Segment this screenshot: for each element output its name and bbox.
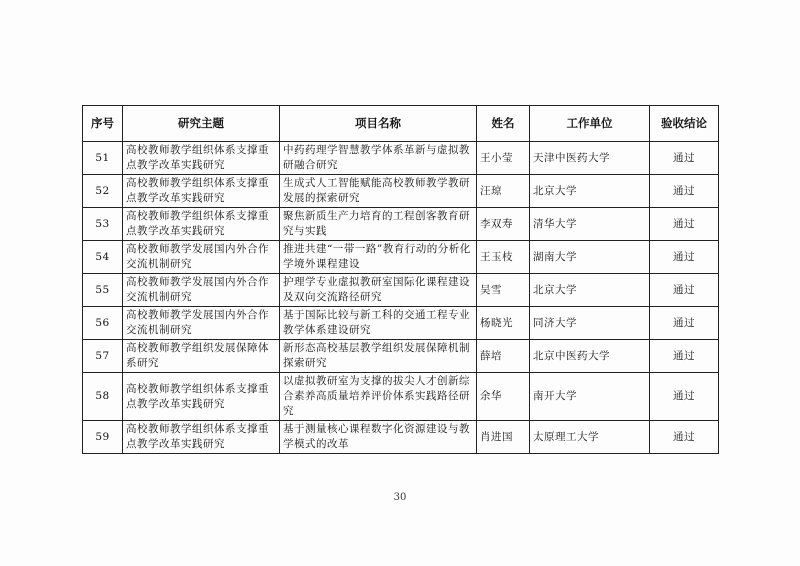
row-topic: 高校教师教学发展国内外合作交流机制研究 — [123, 307, 280, 340]
row-project-name: 护理学专业虚拟教研室国际化课程建设及双向交流路径研究 — [280, 274, 477, 307]
row-no: 55 — [83, 274, 123, 307]
table-row — [83, 175, 719, 208]
table-row — [83, 421, 719, 454]
row-no: 51 — [83, 142, 123, 175]
row-no: 53 — [83, 208, 123, 241]
header-result: 验收结论 — [650, 106, 719, 142]
row-result: 通过 — [650, 340, 719, 373]
row-project-name: 新形态高校基层教学组织发展保障机制探索研究 — [280, 340, 477, 373]
row-topic: 高校教师教学组织发展保障体系研究 — [123, 340, 280, 373]
row-unit: 北京大学 — [530, 274, 650, 307]
table-row — [83, 373, 719, 421]
row-person: 王玉枝 — [477, 241, 530, 274]
table-row — [83, 241, 719, 274]
row-project-name: 推进共建“一带一路”教育行动的分析化学境外课程建设 — [280, 241, 477, 274]
row-unit: 同济大学 — [530, 307, 650, 340]
row-no: 59 — [83, 421, 123, 454]
row-project-name: 基于国际比较与新工科的交通工程专业教学体系建设研究 — [280, 307, 477, 340]
row-person: 李双寿 — [477, 208, 530, 241]
header-project-name: 项目名称 — [280, 106, 477, 142]
table-row — [83, 208, 719, 241]
row-unit: 南开大学 — [530, 373, 650, 421]
row-person: 肖进国 — [477, 421, 530, 454]
row-topic: 高校教师教学组织体系支撑重点教学改革实践研究 — [123, 208, 280, 241]
row-topic: 高校教师教学组织体系支撑重点教学改革实践研究 — [123, 175, 280, 208]
row-topic: 高校教师教学组织体系支撑重点教学改革实践研究 — [123, 373, 280, 421]
row-person: 吴雪 — [477, 274, 530, 307]
row-result: 通过 — [650, 307, 719, 340]
row-no: 56 — [83, 307, 123, 340]
row-unit: 清华大学 — [530, 208, 650, 241]
table-row — [83, 274, 719, 307]
row-project-name: 基于测量核心课程数字化资源建设与教学模式的改革 — [280, 421, 477, 454]
row-project-name: 中药药理学智慧教学体系革新与虚拟教研融合研究 — [280, 142, 477, 175]
row-no: 54 — [83, 241, 123, 274]
row-person: 杨晓光 — [477, 307, 530, 340]
row-no: 52 — [83, 175, 123, 208]
row-topic: 高校教师教学组织体系支撑重点教学改革实践研究 — [123, 421, 280, 454]
row-result: 通过 — [650, 421, 719, 454]
row-unit: 湖南大学 — [530, 241, 650, 274]
row-unit: 天津中医药大学 — [530, 142, 650, 175]
row-project-name: 以虚拟教研室为支撑的拔尖人才创新综合素养高质量培养评价体系实践路径研究 — [280, 373, 477, 421]
row-result: 通过 — [650, 274, 719, 307]
acceptance-results-table — [82, 105, 719, 454]
header-unit: 工作单位 — [530, 106, 650, 142]
row-person: 薛培 — [477, 340, 530, 373]
header-person: 姓名 — [477, 106, 530, 142]
row-result: 通过 — [650, 373, 719, 421]
header-topic: 研究主题 — [123, 106, 280, 142]
row-project-name: 生成式人工智能赋能高校教师教学教研发展的探索研究 — [280, 175, 477, 208]
row-topic: 高校教师教学组织体系支撑重点教学改革实践研究 — [123, 142, 280, 175]
table-row — [83, 340, 719, 373]
row-project-name: 聚焦新质生产力培育的工程创客教育研究与实践 — [280, 208, 477, 241]
row-no: 58 — [83, 373, 123, 421]
row-unit: 太原理工大学 — [530, 421, 650, 454]
row-topic: 高校教师教学发展国内外合作交流机制研究 — [123, 274, 280, 307]
table-row — [83, 307, 719, 340]
row-person: 王小莹 — [477, 142, 530, 175]
row-person: 余华 — [477, 373, 530, 421]
table-row — [83, 142, 719, 175]
row-no: 57 — [83, 340, 123, 373]
row-result: 通过 — [650, 241, 719, 274]
table-header-row — [83, 106, 719, 142]
row-result: 通过 — [650, 175, 719, 208]
row-unit: 北京大学 — [530, 175, 650, 208]
row-result: 通过 — [650, 142, 719, 175]
row-person: 汪琼 — [477, 175, 530, 208]
page-number: 30 — [393, 492, 407, 503]
row-unit: 北京中医药大学 — [530, 340, 650, 373]
header-no: 序号 — [83, 106, 123, 142]
row-result: 通过 — [650, 208, 719, 241]
row-topic: 高校教师教学发展国内外合作交流机制研究 — [123, 241, 280, 274]
